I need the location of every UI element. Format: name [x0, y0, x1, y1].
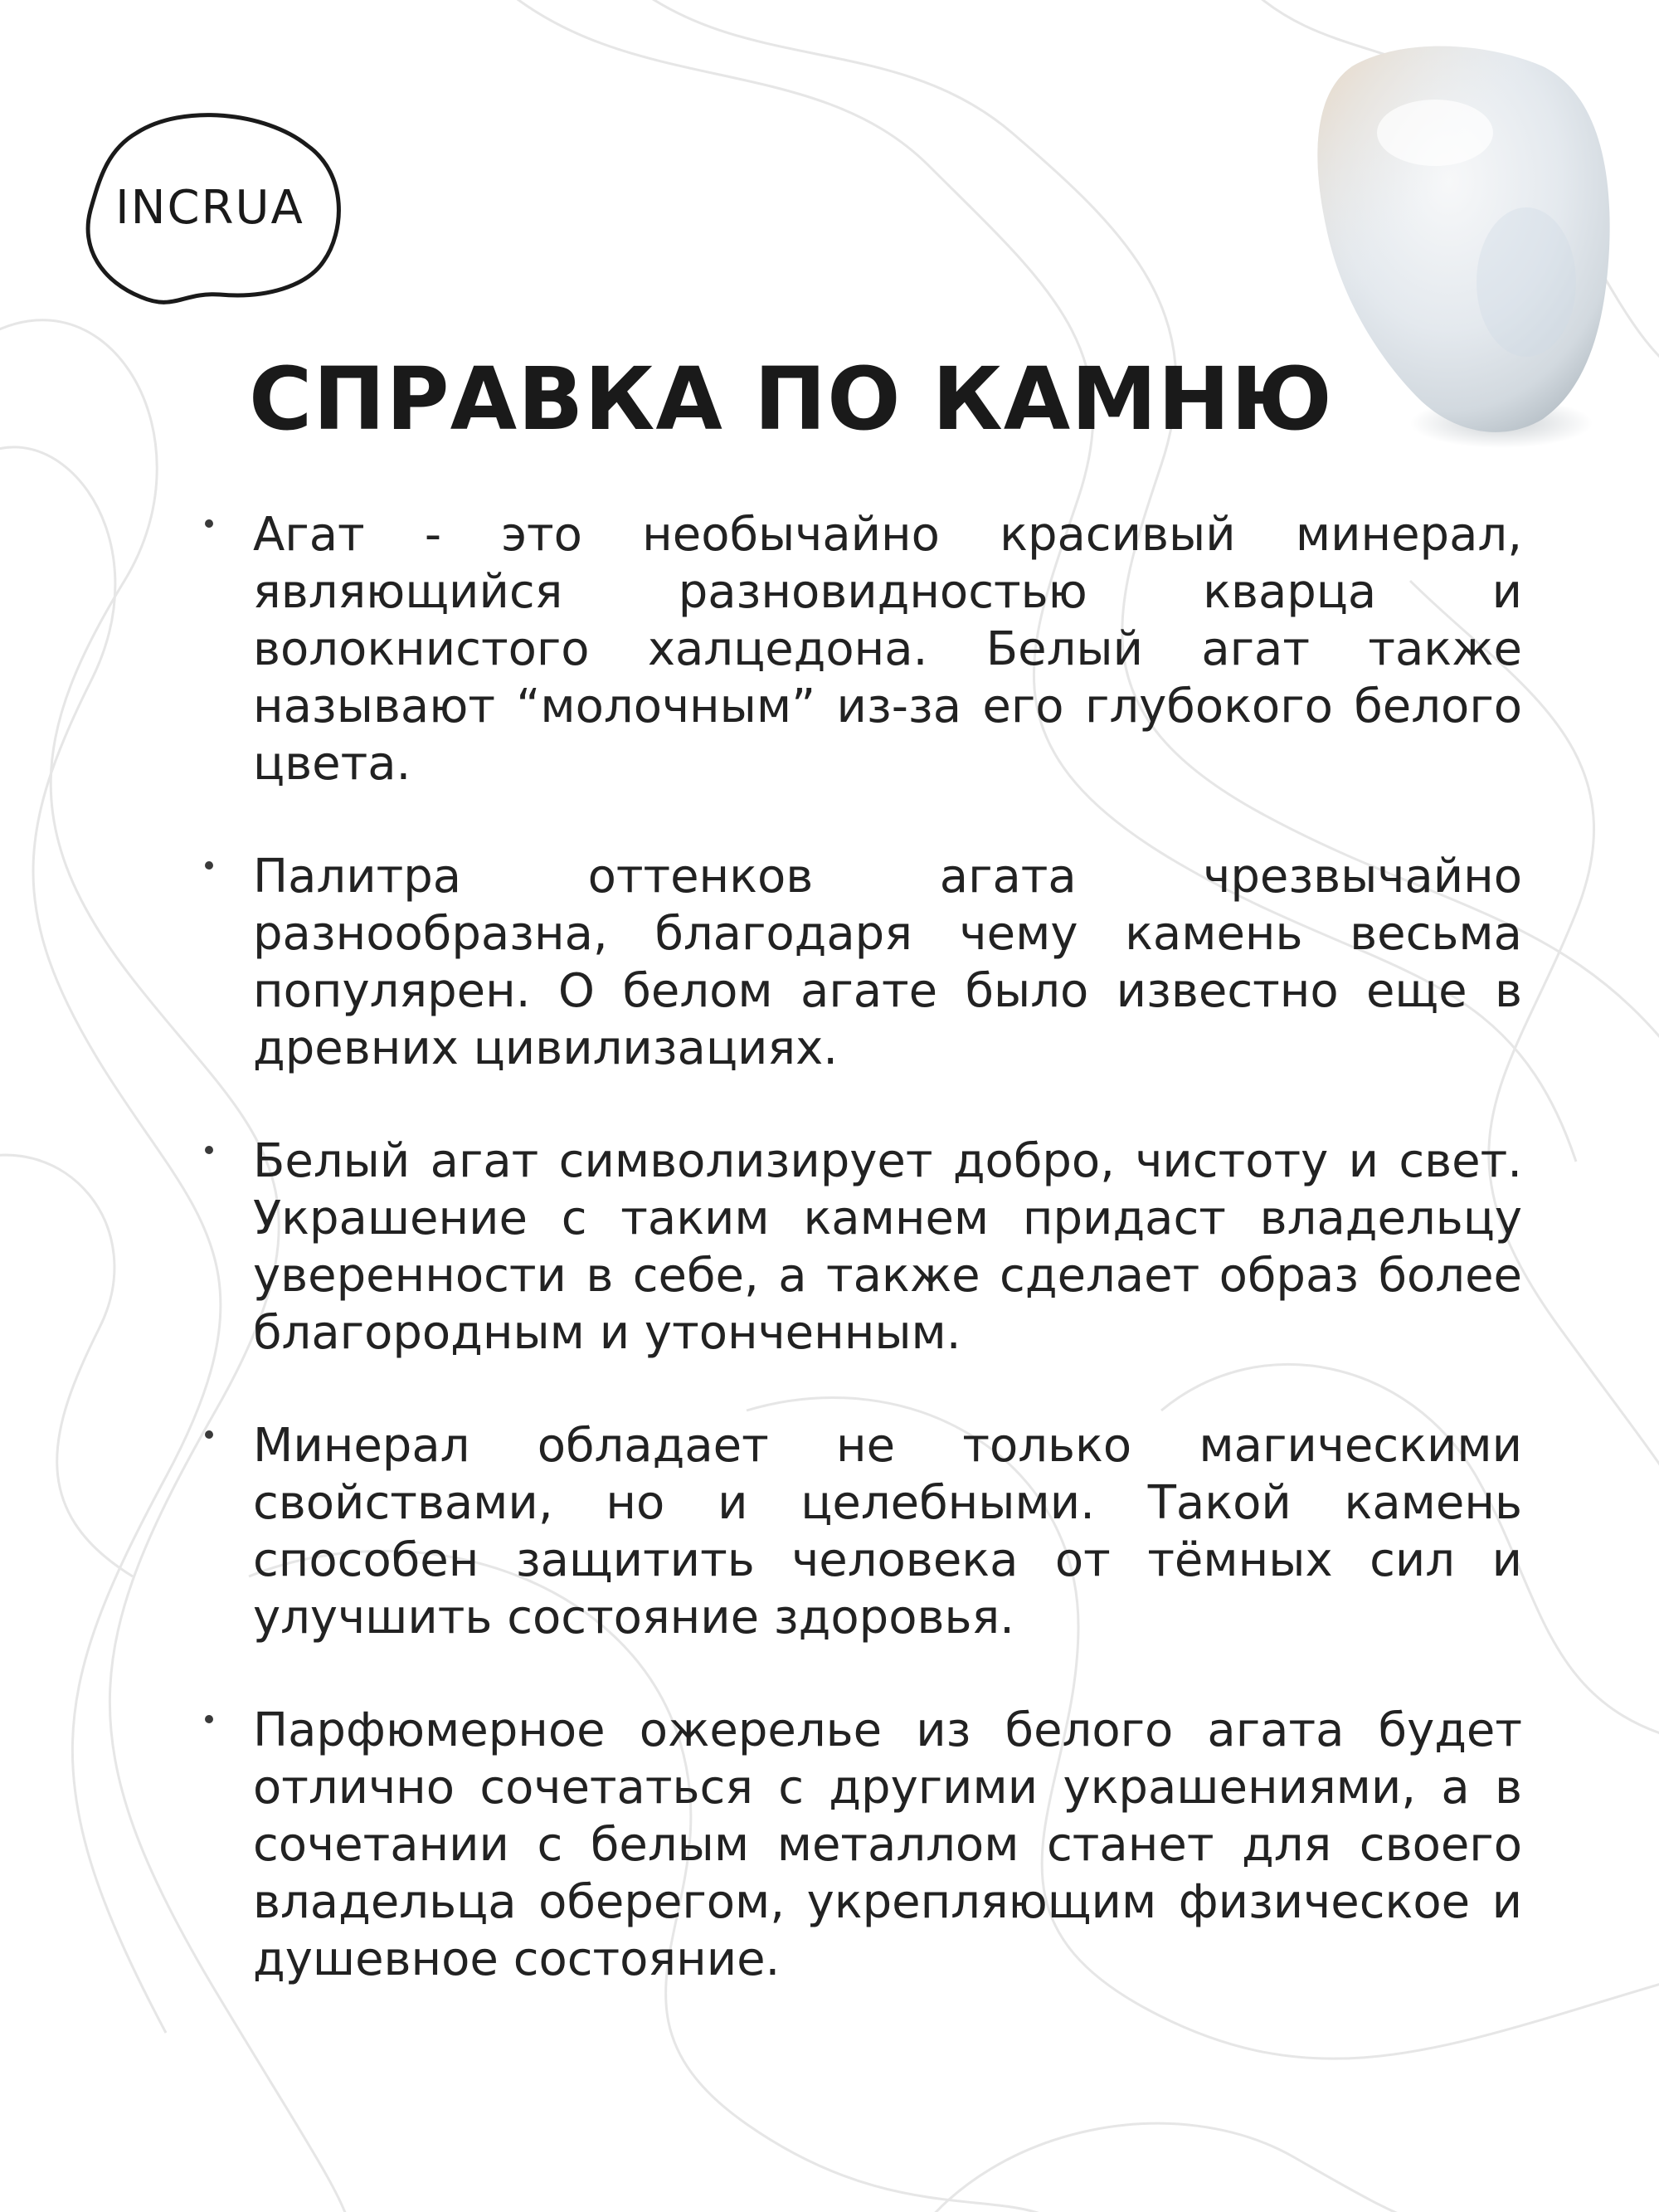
- bullet-icon: [205, 1430, 213, 1439]
- fact-text: Агат - это необычайно красивый минерал, являющийся разновидностью кварца и волокнистого халцедона. Белый агат также называют “молочным” из-за его глубокого белого цвета.: [253, 508, 1522, 791]
- list-item: [203, 1133, 1522, 1362]
- brand-logo: [58, 108, 357, 315]
- list-item: [203, 506, 1522, 792]
- logo-wordmark: INCRUA: [115, 181, 304, 235]
- bullet-icon: [205, 1146, 213, 1154]
- facts-list: [203, 506, 1522, 2044]
- fact-text: Палитра оттенков агата чрезвычайно разнообразна, благодаря чему камень весьма популярен. О белом агате было известно еще в древних цивилизациях.: [253, 850, 1522, 1075]
- list-item: [203, 1702, 1522, 1988]
- bullet-icon: [205, 861, 213, 870]
- fact-text: Минерал обладает не только магическими свойствами, но и целебными. Такой камень способен защитить человека от тёмных сил и улучшить состояние здоровья.: [253, 1419, 1522, 1644]
- bullet-icon: [205, 1715, 213, 1723]
- list-item: [203, 1417, 1522, 1646]
- fact-text: Белый агат символизирует добро, чистоту и свет. Украшение с таким камнем придаст владельцу уверенности в себе, а также сделает образ более благородным и утонченным.: [253, 1134, 1522, 1360]
- white-agate-stone-image: [1294, 33, 1626, 465]
- fact-text: Парфюмерное ожерелье из белого агата будет отлично сочетаться с другими украшениями, а в сочетании с белым металлом станет для своего владельца оберегом, укрепляющим физическое и душевное состояние.: [253, 1703, 1522, 1986]
- bullet-icon: [205, 519, 213, 528]
- page-title: СПРАВКА ПО КАМНЮ: [249, 348, 1333, 450]
- list-item: [203, 848, 1522, 1077]
